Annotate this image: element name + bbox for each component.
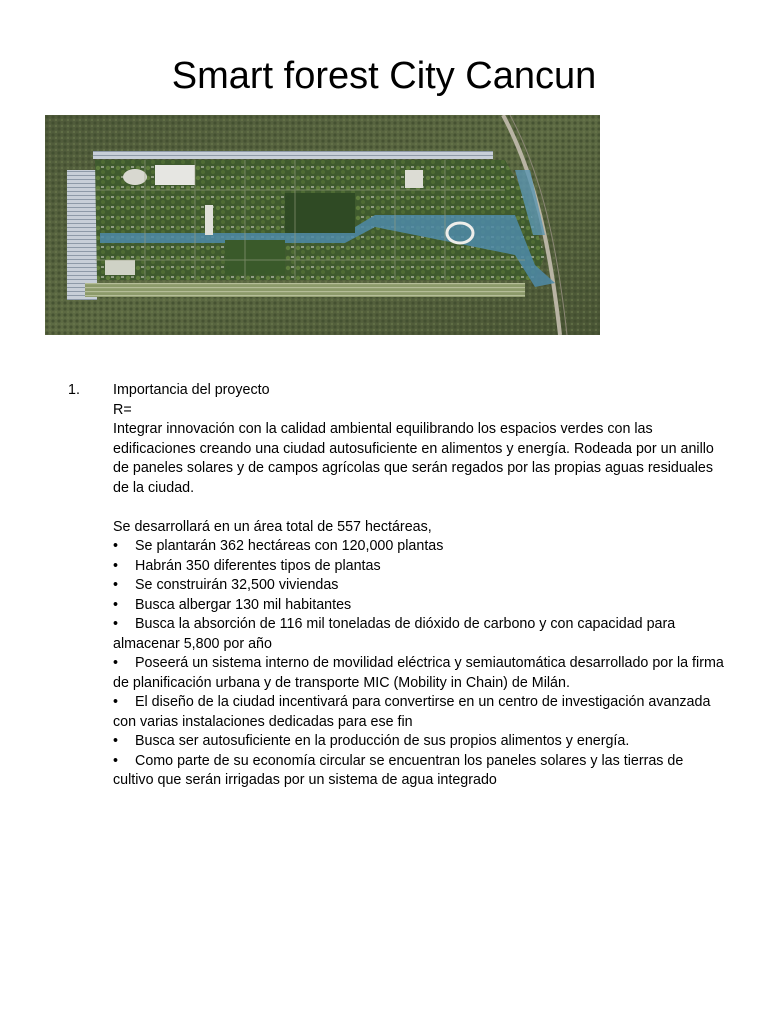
bullet-marker: • [113,538,119,554]
bullet-item [113,752,725,791]
bullet-list [113,537,725,791]
bullet-text: Como parte de su economía circular se encuentran los paneles solares y las tierras de cultivo que serán irrigadas por un sistema de agua integrado [113,752,684,788]
item-heading: Importancia del proyecto [113,382,270,398]
bullet-marker: • [113,557,119,574]
bullet-text: Busca la absorción de 116 mil toneladas de dióxido de carbono y con capacidad para almacenar 5,800 por año [113,616,676,652]
bullet-text: Se plantarán 362 hectáreas con 120,000 plantas [135,538,444,554]
area-line: Se desarrollará en un área total de 557 hectáreas, [113,518,432,535]
intro-paragraph: Integrar innovación con la calidad ambiental equilibrando los espacios verdes con las edificaciones creando una ciudad autosuficiente en alimentos y energía. Rodeada por un anillo de paneles solares y de campos agrícolas que serán regados por las propias aguas residuales de la ciudad. [113,421,714,496]
aerial-city-image [45,115,600,335]
item-number: 1. [68,382,80,398]
bullet-marker: • [113,577,119,593]
bullet-item [113,557,725,577]
bullet-marker: • [113,655,119,671]
bullet-item [113,732,725,752]
bullet-marker: • [113,694,119,710]
bullet-item [113,693,725,732]
bullet-marker: • [113,596,119,613]
bullet-marker: • [113,733,119,749]
bullet-item [113,615,725,654]
bullet-marker: • [113,616,119,632]
bullet-item [113,596,725,616]
bullet-marker: • [113,752,119,769]
bullet-text: El diseño de la ciudad incentivará para convertirse en un centro de investigación avanzada con varias instalaciones dedicadas para ese fin [113,694,711,730]
bullet-text: Busca albergar 130 mil habitantes [135,596,352,613]
bullet-text: Busca ser autosuficiente en la producción de sus propios alimentos y energía. [135,733,630,749]
bullet-item [113,537,725,557]
bullet-text: Poseerá un sistema interno de movilidad eléctrica y semiautomática desarrollado por la firma de planificación urbana y de transporte MIC (Mobility in Chain) de Milán. [113,655,724,691]
document-body [0,381,768,791]
bullet-text: Se construirán 32,500 viviendas [135,577,339,593]
numbered-item [0,381,768,791]
bullet-item [113,576,725,596]
bullet-text: Habrán 350 diferentes tipos de plantas [135,557,381,574]
document-title: Smart forest City Cancun [171,55,597,97]
bullet-item [113,654,725,693]
answer-label: R= [113,401,132,418]
